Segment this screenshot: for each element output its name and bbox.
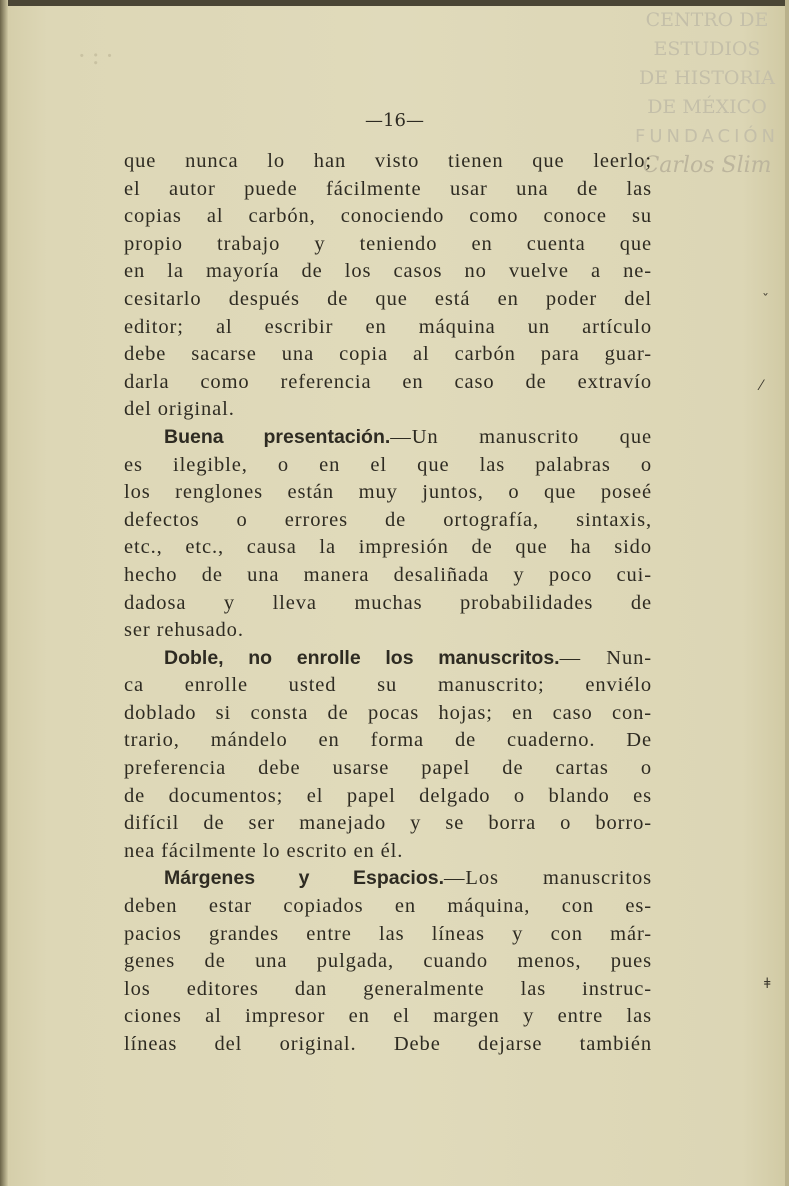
watermark-fundacion: FUNDACIÓN <box>634 126 780 147</box>
text-line: ca enrolle usted su manuscrito; enviélo <box>124 674 652 697</box>
text-line: doblado si consta de pocas hojas; en caso con- <box>124 701 652 724</box>
watermark <box>632 6 782 180</box>
section-heading: Buena presentación. <box>164 425 391 448</box>
text-fragment: — Nun- <box>559 646 653 669</box>
text-line: del original. <box>124 398 235 421</box>
margin-mark: ⁄ <box>760 378 763 394</box>
text-line: nea fácilmente lo escrito en él. <box>124 839 404 862</box>
text-line: cesitarlo después de que está en poder del <box>124 287 652 310</box>
text-fragment: —Los manuscritos <box>444 867 653 890</box>
watermark-line: DE MÉXICO <box>647 96 767 118</box>
text-line: que nunca lo han visto tienen que leerlo; <box>124 150 652 172</box>
text-line: los editores dan generalmente las instruc- <box>124 977 652 1000</box>
text-line: en la mayoría de los casos no vuelve a ne- <box>124 260 652 283</box>
watermark-line: DE HISTORIA <box>638 67 775 89</box>
text-line: copias al carbón, conociendo como conoce su <box>124 205 652 228</box>
faded-stamp-mark: ·:· <box>78 42 120 70</box>
section-heading: Doble, no enrolle los manuscritos. <box>164 646 560 669</box>
text-line: debe sacarse una copia al carbón para guar- <box>124 343 652 366</box>
page-number: —16— <box>365 110 424 131</box>
text-line: de documentos; el papel delgado o blando es <box>124 784 652 807</box>
margin-mark: ǂ <box>764 976 771 992</box>
text-line: el autor puede fácilmente usar una de las <box>124 177 652 200</box>
text-line: hecho de una manera desaliñada y poco cui- <box>124 563 652 586</box>
text-fragment: —Un manuscrito que <box>390 425 652 448</box>
margin-mark: ˇ <box>762 292 769 308</box>
page-right-edge <box>785 0 789 1186</box>
paragraph-first-line <box>124 645 652 673</box>
watermark-signature: Carlos Slim <box>642 153 772 178</box>
section-heading: Márgenes y Espacios. <box>164 867 445 890</box>
text-line: líneas del original. Debe dejarse también <box>124 1033 652 1055</box>
text-line: darla como referencia en caso de extravío <box>124 370 652 393</box>
text-line: dadosa y lleva muchas probabilidades de <box>124 591 652 614</box>
text-line: difícil de ser manejado y se borra o borro- <box>124 812 652 835</box>
text-line: trario, mándelo en forma de cuaderno. De <box>124 729 652 752</box>
text-line: etc., etc., causa la impresión de que ha sido <box>124 536 652 559</box>
text-line: editor; al escribir en máquina un artículo <box>124 315 652 338</box>
page-left-edge <box>0 0 8 1186</box>
paragraph-first-line <box>124 865 652 893</box>
text-line: ciones al impresor en el margen y entre las <box>124 1005 652 1028</box>
text-line: preferencia debe usarse papel de cartas o <box>124 757 652 780</box>
watermark-line: ESTUDIOS <box>653 38 761 60</box>
text-line: propio trabajo y teniendo en cuenta que <box>124 232 652 255</box>
text-line: ser rehusado. <box>124 619 244 642</box>
paragraph-first-line <box>124 424 652 452</box>
text-line: defectos o errores de ortografía, sintaxis, <box>124 508 652 531</box>
watermark-line: CENTRO DE <box>645 9 769 31</box>
text-line: los renglones están muy juntos, o que poseé <box>124 481 652 504</box>
text-line: es ilegible, o en el que las palabras o <box>124 453 652 476</box>
text-line: deben estar copiados en máquina, con es- <box>124 895 652 918</box>
body-text <box>124 148 652 1059</box>
text-line: pacios grandes entre las líneas y con már- <box>124 922 652 945</box>
text-line: genes de una pulgada, cuando menos, pues <box>124 950 652 973</box>
